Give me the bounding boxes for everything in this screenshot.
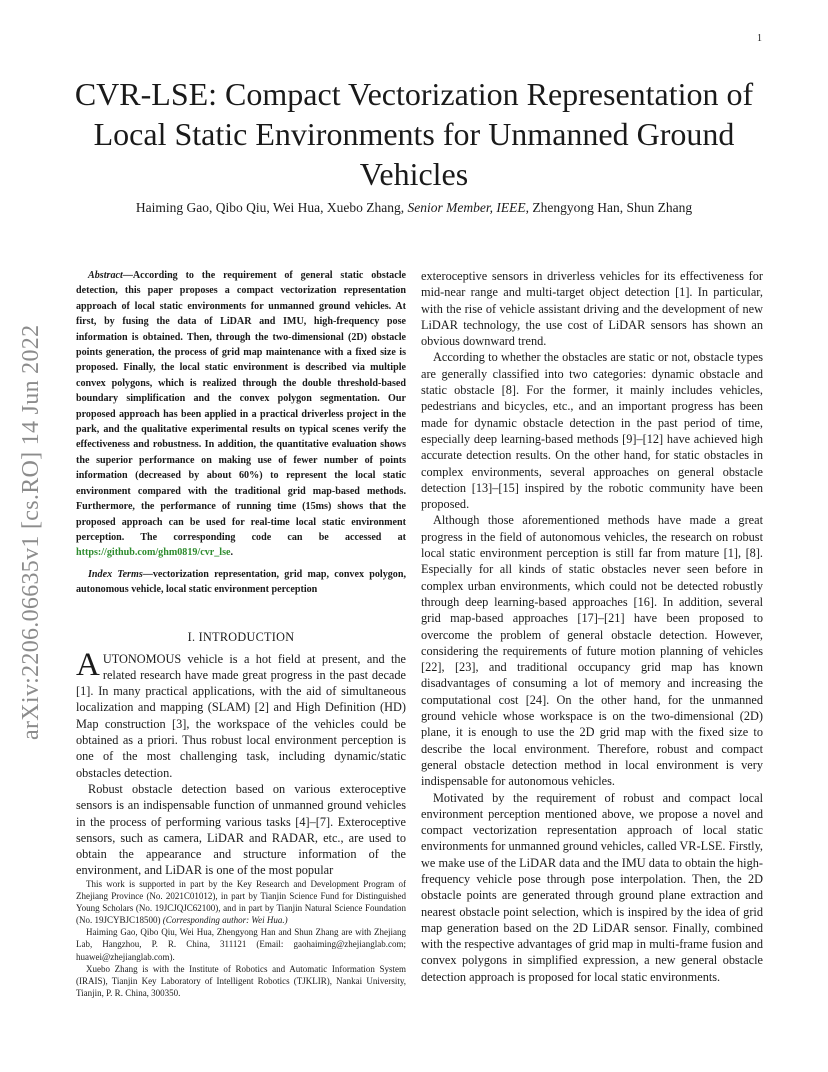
abstract-label: Abstract: [88, 270, 123, 281]
intro-paragraph-2: Robust obstacle detection based on various exteroceptive sensors is an indispensable function of unmanned ground vehicles in the process of performing various tasks [4]–[7]. Exteroceptive sensors, such as camera, LiDAR and RADAR, etc., are used to obtain the appearance and structure information of the environment, and LiDAR is one of the most popular: [76, 781, 406, 878]
section-heading-introduction: I. INTRODUCTION: [187, 629, 295, 644]
right-paragraph-3: Although those aforementioned methods have made a great progress in the field of autonomous vehicles, the research on robust local static environment perception is still far from mature [1], [8]. Especially for all kinds of static obstacles never seen before in complex urban environments, which could not be detected robustly through deep learning-based approaches [16]. In addition, several grid map-based approaches [17]–[21] have been proposed to overcome the problem of general obstacle detection. However, considering the requirements of future motion planning of vehicles [22], [23], and traditional occupancy grid map has known disadvantages of consuming a lot of memory and increasing the computational cost [24]. On the other hand, for the unmanned ground vehicle whose workspace is on the two-dimensional (2D) plane, it is enough to use the 2D grid map with the fixed size to describe the local environment. Therefore, robust and compact general obstacle detection method in local environment is very indispensable for autonomous vehicles.: [421, 513, 763, 789]
intro-paragraph-1-text: UTONOMOUS vehicle is a hot field at present, and the related research have made great progress in the past decade [1]. In many practical applications, with the aid of simultaneous localization and mapping (SLAM) [2] and High Definition (HD) Map construction [3], the workspace of the vehicles could be obtained as a priori. Thus robust local environment perception is one of the most challenging task, including dynamic/static obstacles detection.: [76, 651, 406, 780]
abstract-text: —According to the requirement of general static obstacle detection, this paper proposes a compact vectorization representation approach of local static environments for unmanned ground vehicles. At first, by fusing the data of LiDAR and IMU, high-frequency pose information is obtained. Then, through the two-dimensional (2D) obstacle points generation, the process of grid map maintenance with a fixed size is proposed. Finally, the local static environment is described via multiple convex polygons, which is realized through the double threshold-based boundary simplification and the convex polygon segmentation. Our proposed approach has been applied in a practical driverless project in the park, and the qualitative experimental results on typical scenes verify the effectiveness and robustness. In addition, the quantitative evaluation shows the superior performance on making use of fewer number of points information (decreased by about 60%) to represent the local static environment compared with the traditional grid map-based methods. Furthermore, the performance of running time (15ms) shows that the proposed approach can be used for real-time local static environment perception. The corresponding code can be accessed at: [76, 270, 406, 543]
footnote-affiliation-zhejiang: Haiming Gao, Qibo Qiu, Wei Hua, Zhengyong Han and Shun Zhang are with Zhejiang Lab, Hangzhou, P. R. China, 311121 (Email: gaohaiming@zhejianglab.com; huawei@zhejianglab.com).: [76, 927, 406, 962]
author-membership: Senior Member, IEEE: [407, 200, 526, 215]
paper-title: CVR-LSE: Compact Vectorization Representation of Local Static Environments for Unmanned Ground Vehicles: [74, 76, 754, 192]
index-terms-text: —vectorization representation, grid map, convex polygon, autonomous vehicle, local static environment perception: [76, 568, 406, 596]
arxiv-identifier: arXiv:2206.06635v1 [cs.RO] 14 Jun 2022: [18, 324, 44, 740]
author-list: [60, 199, 768, 217]
abstract-end: .: [230, 547, 234, 559]
index-terms: [76, 567, 406, 598]
footnote-funding-text: This work is supported in part by the Key Research and Development Program of Zhejiang Province (No. 2021C01012), in part by Tianjin Science Fund for Distinguished Young Scholars (No. 19JCJQJC62100), and in part by Tianjin Natural Science Foundation (No. 19JCYBJC18500): [76, 879, 406, 926]
intro-paragraph-1: [76, 646, 406, 781]
footnote-funding: [76, 878, 406, 926]
right-paragraph-1: exteroceptive sensors in driverless vehicles for its effectiveness for mid-near range and multi-target object detection [1]. In particular, with the rise of vehicle assistant driving and the development of new LiDAR technology, the use cost of LiDAR sensors has shown an obvious downward trend.: [421, 269, 763, 349]
footnote-corresponding-author: (Corresponding author: Wei Hua.): [162, 915, 288, 926]
left-column: [76, 268, 406, 879]
footnote-affiliation-nankai: Xuebo Zhang is with the Institute of Robotics and Automatic Information System (IRAIS), Tianjin Key Laboratory of Intelligent Robotics (TJKLIR), Nankai University, Tianjin, P. R. China, 300350.: [76, 963, 406, 998]
drop-cap: A: [76, 646, 100, 683]
right-paragraph-2: According to whether the obstacles are static or not, obstacle types are generally classified into two categories: dynamic obstacle and static obstacle [8]. For the former, it mainly includes vehicles, pedestrians and bicycles, etc., and an important progress has been made for dynamic obstacle detection in the past period of time, especially deep learning-based methods [9]–[12] have achieved high accurate detection results. On the other hand, for static obstacles in complex environments, several approaches on general obstacle detection [13]–[15] inspired by the robotic community have been proposed.: [421, 350, 763, 512]
author-names-rest: , Zhengyong Han, Shun Zhang: [525, 200, 693, 215]
abstract: [76, 268, 406, 561]
footnotes: [76, 878, 406, 999]
author-names: Haiming Gao, Qibo Qiu, Wei Hua, Xuebo Zhang,: [135, 200, 405, 215]
index-terms-label: Index Terms: [88, 568, 143, 580]
page-number: 1: [757, 33, 762, 44]
code-link[interactable]: https://github.com/ghm0819/cvr_lse: [76, 547, 231, 559]
right-column: [421, 268, 763, 985]
right-paragraph-4: Motivated by the requirement of robust and compact local environment perception mentioned above, we propose a novel and compact vectorization representation approach of local static environments for unmanned ground vehicles, called VR-LSE. Firstly, we make use of the LiDAR data and the IMU data to obtain the high-frequency vehicle pose through pose interpolation. Then, the 2D obstacle points are generated through ground plane extraction and nearest obstacle point selection, which is inspired by the idea of grid map generation based on the 2D LiDAR sensor. Finally, combined with the respective advantages of grid map in multi-frame fusion and convex polygons in simplified expression, a new general obstacle detection approach is proposed for local static environments.: [421, 790, 763, 984]
